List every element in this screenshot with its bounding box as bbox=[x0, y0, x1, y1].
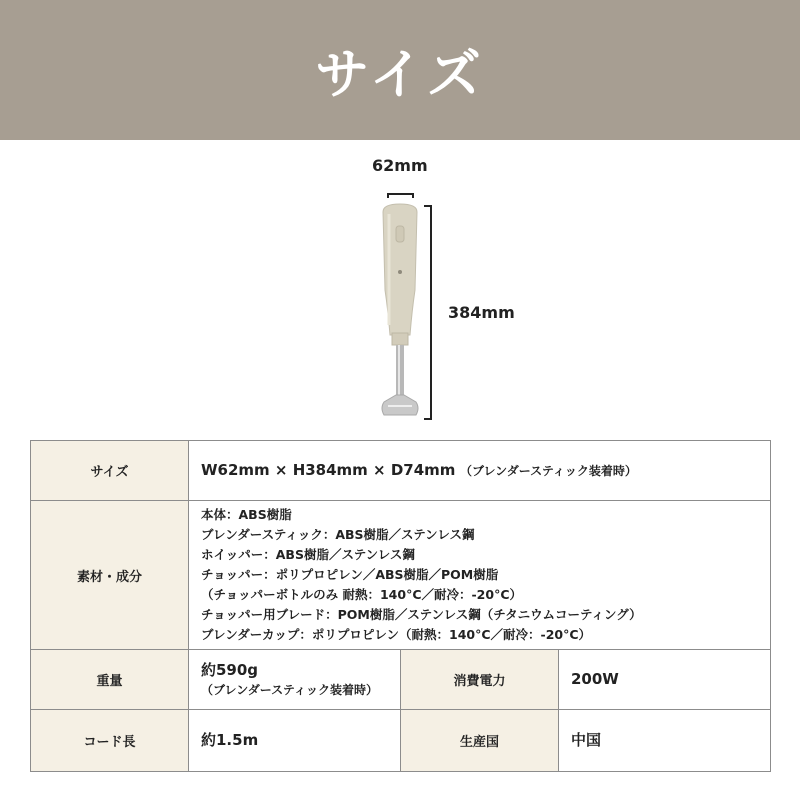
material-line: チョッパー用ブレード：POM樹脂／ステンレス鋼（チタニウムコーティング） bbox=[201, 607, 642, 622]
cord-value-cell bbox=[189, 710, 401, 772]
power-value-cell bbox=[559, 650, 771, 710]
size-header: サイズ bbox=[31, 441, 189, 501]
material-line: 本体：ABS樹脂 bbox=[201, 507, 292, 522]
size-note: （ブレンダースティック装着時） bbox=[459, 463, 637, 478]
material-line: ブレンダースティック：ABS樹脂／ステンレス鋼 bbox=[201, 527, 475, 542]
logo-mark bbox=[398, 270, 402, 274]
origin-value: 中国 bbox=[571, 730, 602, 749]
weight-value: 約590g bbox=[201, 660, 259, 679]
spec-row-weight-power bbox=[31, 650, 771, 710]
height-bracket bbox=[424, 206, 431, 419]
weight-header: 重量 bbox=[31, 650, 189, 710]
material-line: ホイッパー：ABS樹脂／ステンレス鋼 bbox=[201, 547, 415, 562]
weight-value-cell bbox=[189, 650, 401, 710]
product-dimension-figure bbox=[0, 140, 800, 440]
spec-row-size bbox=[31, 441, 771, 501]
blender-collar bbox=[392, 333, 408, 345]
hand-blender-illustration bbox=[0, 140, 800, 440]
weight-note: （ブレンダースティック装着時） bbox=[201, 682, 378, 697]
materials-value-cell bbox=[189, 501, 771, 650]
material-line: （チョッパーボトルのみ 耐熱：140°C／耐冷：-20°C） bbox=[201, 587, 523, 602]
materials-header: 素材・成分 bbox=[31, 501, 189, 650]
origin-header: 生産国 bbox=[401, 710, 559, 772]
spec-row-materials bbox=[31, 501, 771, 650]
power-value: 200W bbox=[571, 669, 619, 688]
width-bracket bbox=[388, 194, 413, 198]
width-dimension-label: 62mm bbox=[372, 156, 428, 175]
speed-button bbox=[396, 226, 404, 242]
height-dimension-label: 384mm bbox=[448, 303, 515, 322]
page-header bbox=[0, 0, 800, 140]
spec-row-cord-origin bbox=[31, 710, 771, 772]
origin-value-cell bbox=[559, 710, 771, 772]
specification-table bbox=[30, 440, 771, 772]
size-value: W62mm × H384mm × D74mm bbox=[201, 460, 456, 479]
material-line: ブレンダーカップ：ポリプロピレン（耐熱：140°C／耐冷：-20°C） bbox=[201, 627, 592, 642]
cord-header: コード長 bbox=[31, 710, 189, 772]
size-value-cell bbox=[189, 441, 771, 501]
cord-value: 約1.5m bbox=[201, 730, 259, 749]
material-line: チョッパー：ポリプロピレン／ABS樹脂／POM樹脂 bbox=[201, 567, 499, 582]
page-title: サイズ bbox=[315, 42, 485, 106]
power-header: 消費電力 bbox=[401, 650, 559, 710]
